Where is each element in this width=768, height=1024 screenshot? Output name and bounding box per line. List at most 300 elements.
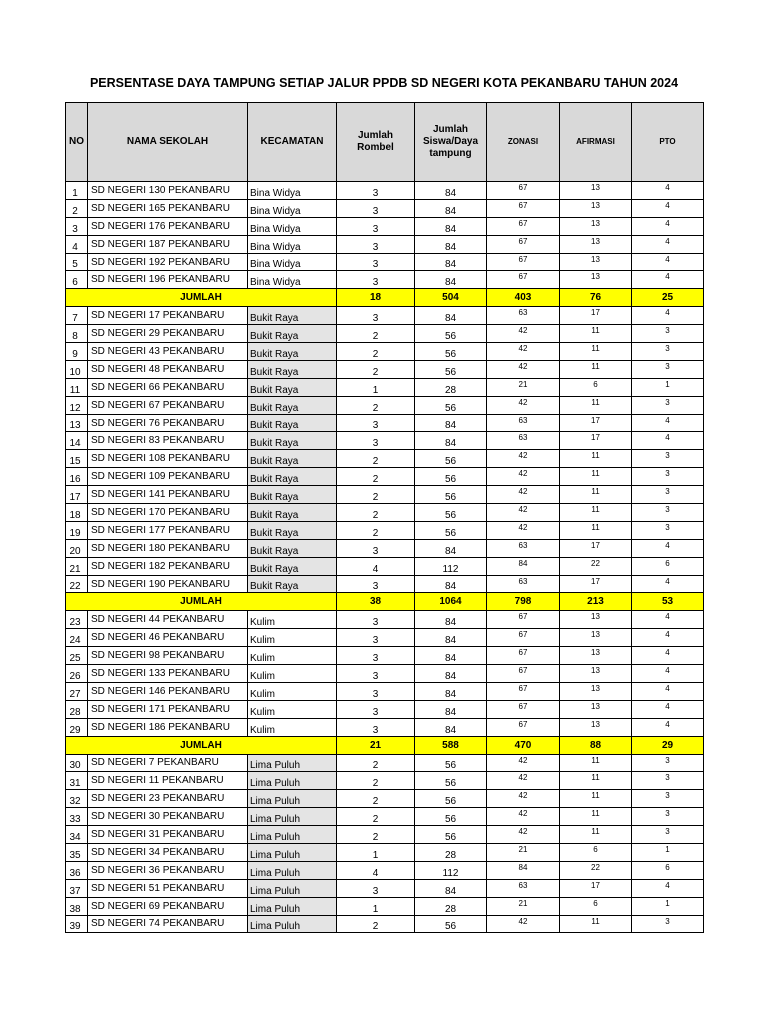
cell-pto: 3 (632, 790, 704, 808)
subtotal-rombel: 38 (337, 593, 415, 611)
cell-zonasi: 67 (487, 253, 560, 271)
cell-zonasi: 42 (487, 396, 560, 414)
cell-daya-tampung: 84 (415, 700, 487, 718)
cell-pto: 3 (632, 396, 704, 414)
cell-pto: 3 (632, 754, 704, 772)
cell-school-name: SD NEGERI 182 PEKANBARU (88, 557, 248, 575)
cell-no: 19 (66, 521, 88, 539)
cell-afirmasi: 13 (560, 718, 632, 736)
cell-afirmasi: 6 (560, 378, 632, 396)
table-row (66, 700, 704, 718)
cell-zonasi: 42 (487, 486, 560, 504)
cell-zonasi: 42 (487, 808, 560, 826)
cell-afirmasi: 13 (560, 700, 632, 718)
cell-daya-tampung: 84 (415, 879, 487, 897)
table-row (66, 432, 704, 450)
cell-rombel: 2 (337, 360, 415, 378)
table-row (66, 521, 704, 539)
table-row (66, 879, 704, 897)
cell-afirmasi: 11 (560, 826, 632, 844)
cell-pto: 3 (632, 360, 704, 378)
cell-pto: 4 (632, 682, 704, 700)
cell-zonasi: 42 (487, 790, 560, 808)
cell-afirmasi: 13 (560, 665, 632, 683)
subtotal-rombel: 21 (337, 736, 415, 754)
cell-afirmasi: 11 (560, 772, 632, 790)
cell-afirmasi: 13 (560, 217, 632, 235)
cell-kecamatan: Bukit Raya (248, 343, 337, 361)
table-row (66, 843, 704, 861)
cell-daya-tampung: 84 (415, 199, 487, 217)
table-row (66, 682, 704, 700)
cell-kecamatan: Bukit Raya (248, 378, 337, 396)
cell-zonasi: 42 (487, 772, 560, 790)
cell-school-name: SD NEGERI 29 PEKANBARU (88, 325, 248, 343)
cell-rombel: 2 (337, 468, 415, 486)
cell-afirmasi: 11 (560, 808, 632, 826)
table-row (66, 504, 704, 522)
cell-zonasi: 67 (487, 217, 560, 235)
cell-pto: 4 (632, 539, 704, 557)
cell-school-name: SD NEGERI 66 PEKANBARU (88, 378, 248, 396)
cell-daya-tampung: 56 (415, 915, 487, 933)
cell-kecamatan: Kulim (248, 629, 337, 647)
table-row (66, 915, 704, 933)
cell-zonasi: 84 (487, 557, 560, 575)
cell-afirmasi: 11 (560, 915, 632, 933)
cell-school-name: SD NEGERI 108 PEKANBARU (88, 450, 248, 468)
cell-pto: 3 (632, 343, 704, 361)
cell-school-name: SD NEGERI 51 PEKANBARU (88, 879, 248, 897)
cell-zonasi: 67 (487, 199, 560, 217)
cell-no: 18 (66, 504, 88, 522)
cell-rombel: 3 (337, 271, 415, 289)
cell-kecamatan: Lima Puluh (248, 754, 337, 772)
cell-afirmasi: 11 (560, 450, 632, 468)
cell-kecamatan: Lima Puluh (248, 826, 337, 844)
cell-pto: 3 (632, 826, 704, 844)
cell-no: 24 (66, 629, 88, 647)
cell-zonasi: 67 (487, 682, 560, 700)
table-row (66, 468, 704, 486)
cell-afirmasi: 13 (560, 647, 632, 665)
cell-school-name: SD NEGERI 177 PEKANBARU (88, 521, 248, 539)
table-row (66, 307, 704, 325)
cell-pto: 4 (632, 271, 704, 289)
cell-school-name: SD NEGERI 46 PEKANBARU (88, 629, 248, 647)
cell-afirmasi: 13 (560, 199, 632, 217)
table-row (66, 486, 704, 504)
cell-kecamatan: Bina Widya (248, 271, 337, 289)
cell-daya-tampung: 56 (415, 826, 487, 844)
cell-school-name: SD NEGERI 48 PEKANBARU (88, 360, 248, 378)
cell-rombel: 4 (337, 557, 415, 575)
cell-no: 38 (66, 897, 88, 915)
cell-no: 9 (66, 343, 88, 361)
cell-daya-tampung: 84 (415, 629, 487, 647)
cell-pto: 3 (632, 325, 704, 343)
cell-kecamatan: Lima Puluh (248, 879, 337, 897)
cell-school-name: SD NEGERI 133 PEKANBARU (88, 665, 248, 683)
cell-afirmasi: 11 (560, 468, 632, 486)
cell-daya-tampung: 56 (415, 343, 487, 361)
subtotal-afirmasi: 213 (560, 593, 632, 611)
header-zonasi: ZONASI (487, 103, 560, 182)
cell-kecamatan: Lima Puluh (248, 897, 337, 915)
cell-daya-tampung: 28 (415, 843, 487, 861)
cell-rombel: 2 (337, 325, 415, 343)
table-row (66, 539, 704, 557)
cell-afirmasi: 11 (560, 396, 632, 414)
cell-school-name: SD NEGERI 180 PEKANBARU (88, 539, 248, 557)
cell-rombel: 2 (337, 450, 415, 468)
cell-kecamatan: Lima Puluh (248, 790, 337, 808)
subtotal-afirmasi: 88 (560, 736, 632, 754)
cell-school-name: SD NEGERI 165 PEKANBARU (88, 199, 248, 217)
subtotal-row (66, 736, 704, 754)
subtotal-daya-tampung: 1064 (415, 593, 487, 611)
cell-rombel: 1 (337, 378, 415, 396)
cell-rombel: 1 (337, 843, 415, 861)
cell-pto: 4 (632, 414, 704, 432)
cell-school-name: SD NEGERI 44 PEKANBARU (88, 611, 248, 629)
cell-rombel: 3 (337, 414, 415, 432)
cell-zonasi: 42 (487, 468, 560, 486)
cell-pto: 4 (632, 718, 704, 736)
cell-no: 11 (66, 378, 88, 396)
cell-daya-tampung: 56 (415, 396, 487, 414)
cell-afirmasi: 13 (560, 235, 632, 253)
cell-school-name: SD NEGERI 11 PEKANBARU (88, 772, 248, 790)
cell-daya-tampung: 56 (415, 754, 487, 772)
table-row (66, 414, 704, 432)
cell-kecamatan: Bukit Raya (248, 414, 337, 432)
cell-zonasi: 21 (487, 897, 560, 915)
cell-daya-tampung: 28 (415, 378, 487, 396)
cell-pto: 4 (632, 235, 704, 253)
subtotal-zonasi: 470 (487, 736, 560, 754)
cell-daya-tampung: 84 (415, 647, 487, 665)
cell-zonasi: 42 (487, 754, 560, 772)
cell-daya-tampung: 56 (415, 486, 487, 504)
subtotal-daya-tampung: 588 (415, 736, 487, 754)
cell-no: 8 (66, 325, 88, 343)
cell-rombel: 3 (337, 432, 415, 450)
cell-daya-tampung: 56 (415, 772, 487, 790)
cell-rombel: 3 (337, 199, 415, 217)
cell-pto: 6 (632, 557, 704, 575)
cell-daya-tampung: 84 (415, 414, 487, 432)
table-row (66, 182, 704, 200)
cell-school-name: SD NEGERI 130 PEKANBARU (88, 182, 248, 200)
table-row (66, 360, 704, 378)
table-row (66, 665, 704, 683)
cell-zonasi: 63 (487, 879, 560, 897)
cell-zonasi: 63 (487, 575, 560, 593)
table-row (66, 253, 704, 271)
header-daya-tampung-label: Jumlah Siswa/Daya tampung (422, 124, 479, 159)
cell-school-name: SD NEGERI 98 PEKANBARU (88, 647, 248, 665)
cell-daya-tampung: 84 (415, 432, 487, 450)
cell-zonasi: 21 (487, 378, 560, 396)
cell-rombel: 2 (337, 521, 415, 539)
cell-zonasi: 67 (487, 718, 560, 736)
cell-no: 5 (66, 253, 88, 271)
cell-daya-tampung: 84 (415, 575, 487, 593)
subtotal-pto: 53 (632, 593, 704, 611)
cell-pto: 3 (632, 808, 704, 826)
cell-pto: 3 (632, 450, 704, 468)
cell-no: 3 (66, 217, 88, 235)
cell-zonasi: 42 (487, 450, 560, 468)
cell-kecamatan: Bukit Raya (248, 504, 337, 522)
cell-zonasi: 42 (487, 521, 560, 539)
cell-no: 28 (66, 700, 88, 718)
cell-school-name: SD NEGERI 23 PEKANBARU (88, 790, 248, 808)
cell-rombel: 3 (337, 182, 415, 200)
cell-rombel: 3 (337, 235, 415, 253)
cell-no: 10 (66, 360, 88, 378)
cell-zonasi: 63 (487, 432, 560, 450)
table-row (66, 772, 704, 790)
cell-no: 4 (66, 235, 88, 253)
cell-rombel: 3 (337, 647, 415, 665)
header-jumlah-rombel-label: Jumlah Rombel (357, 130, 394, 153)
cell-no: 2 (66, 199, 88, 217)
table-row (66, 754, 704, 772)
cell-afirmasi: 13 (560, 271, 632, 289)
cell-rombel: 2 (337, 915, 415, 933)
cell-daya-tampung: 56 (415, 450, 487, 468)
subtotal-label: JUMLAH (66, 289, 337, 307)
cell-afirmasi: 17 (560, 432, 632, 450)
cell-afirmasi: 13 (560, 182, 632, 200)
cell-rombel: 2 (337, 808, 415, 826)
cell-kecamatan: Kulim (248, 682, 337, 700)
cell-afirmasi: 13 (560, 253, 632, 271)
cell-afirmasi: 11 (560, 521, 632, 539)
cell-kecamatan: Lima Puluh (248, 861, 337, 879)
cell-zonasi: 42 (487, 343, 560, 361)
cell-kecamatan: Kulim (248, 718, 337, 736)
cell-daya-tampung: 84 (415, 307, 487, 325)
cell-daya-tampung: 84 (415, 539, 487, 557)
cell-school-name: SD NEGERI 83 PEKANBARU (88, 432, 248, 450)
cell-pto: 4 (632, 575, 704, 593)
cell-pto: 4 (632, 879, 704, 897)
cell-daya-tampung: 112 (415, 861, 487, 879)
cell-daya-tampung: 56 (415, 808, 487, 826)
table-row (66, 217, 704, 235)
cell-kecamatan: Bukit Raya (248, 468, 337, 486)
cell-daya-tampung: 112 (415, 557, 487, 575)
cell-zonasi: 67 (487, 271, 560, 289)
header-no: NO (66, 103, 88, 182)
table-row (66, 557, 704, 575)
cell-daya-tampung: 84 (415, 217, 487, 235)
cell-kecamatan: Bukit Raya (248, 575, 337, 593)
cell-kecamatan: Kulim (248, 611, 337, 629)
cell-pto: 4 (632, 700, 704, 718)
header-kecamatan: KECAMATAN (248, 103, 337, 182)
capacity-table (65, 102, 704, 933)
page-title: PERSENTASE DAYA TAMPUNG SETIAP JALUR PPDB SD NEGERI KOTA PEKANBARU TAHUN 2024 (89, 76, 679, 90)
cell-rombel: 3 (337, 700, 415, 718)
cell-rombel: 3 (337, 539, 415, 557)
header-afirmasi: AFIRMASI (560, 103, 632, 182)
cell-pto: 4 (632, 629, 704, 647)
cell-zonasi: 63 (487, 539, 560, 557)
cell-no: 12 (66, 396, 88, 414)
cell-pto: 6 (632, 861, 704, 879)
table-row (66, 808, 704, 826)
cell-no: 22 (66, 575, 88, 593)
cell-rombel: 3 (337, 629, 415, 647)
cell-school-name: SD NEGERI 109 PEKANBARU (88, 468, 248, 486)
cell-rombel: 2 (337, 754, 415, 772)
cell-school-name: SD NEGERI 69 PEKANBARU (88, 897, 248, 915)
cell-pto: 1 (632, 897, 704, 915)
cell-pto: 3 (632, 504, 704, 522)
cell-kecamatan: Lima Puluh (248, 843, 337, 861)
cell-zonasi: 42 (487, 915, 560, 933)
cell-zonasi: 63 (487, 307, 560, 325)
cell-rombel: 2 (337, 790, 415, 808)
cell-school-name: SD NEGERI 176 PEKANBARU (88, 217, 248, 235)
cell-pto: 4 (632, 611, 704, 629)
cell-pto: 3 (632, 468, 704, 486)
cell-pto: 4 (632, 665, 704, 683)
subtotal-row (66, 593, 704, 611)
cell-school-name: SD NEGERI 170 PEKANBARU (88, 504, 248, 522)
cell-daya-tampung: 84 (415, 718, 487, 736)
cell-kecamatan: Bina Widya (248, 217, 337, 235)
cell-pto: 3 (632, 772, 704, 790)
cell-no: 36 (66, 861, 88, 879)
cell-kecamatan: Bukit Raya (248, 307, 337, 325)
cell-kecamatan: Bukit Raya (248, 539, 337, 557)
cell-afirmasi: 13 (560, 611, 632, 629)
cell-afirmasi: 17 (560, 575, 632, 593)
cell-kecamatan: Lima Puluh (248, 808, 337, 826)
header-pto: PTO (632, 103, 704, 182)
cell-afirmasi: 11 (560, 504, 632, 522)
table-row (66, 611, 704, 629)
cell-afirmasi: 11 (560, 360, 632, 378)
cell-pto: 4 (632, 217, 704, 235)
cell-school-name: SD NEGERI 76 PEKANBARU (88, 414, 248, 432)
cell-no: 14 (66, 432, 88, 450)
cell-daya-tampung: 84 (415, 271, 487, 289)
cell-rombel: 2 (337, 504, 415, 522)
table-row (66, 718, 704, 736)
cell-kecamatan: Bina Widya (248, 235, 337, 253)
cell-afirmasi: 11 (560, 486, 632, 504)
cell-school-name: SD NEGERI 43 PEKANBARU (88, 343, 248, 361)
subtotal-zonasi: 798 (487, 593, 560, 611)
cell-rombel: 3 (337, 718, 415, 736)
cell-no: 13 (66, 414, 88, 432)
cell-rombel: 4 (337, 861, 415, 879)
cell-no: 31 (66, 772, 88, 790)
cell-no: 34 (66, 826, 88, 844)
cell-kecamatan: Bukit Raya (248, 396, 337, 414)
cell-pto: 1 (632, 378, 704, 396)
cell-daya-tampung: 56 (415, 521, 487, 539)
header-nama-sekolah: NAMA SEKOLAH (88, 103, 248, 182)
table-row (66, 826, 704, 844)
cell-rombel: 3 (337, 611, 415, 629)
cell-afirmasi: 17 (560, 539, 632, 557)
table-row (66, 629, 704, 647)
table-row (66, 647, 704, 665)
cell-no: 32 (66, 790, 88, 808)
cell-daya-tampung: 84 (415, 235, 487, 253)
subtotal-zonasi: 403 (487, 289, 560, 307)
cell-school-name: SD NEGERI 171 PEKANBARU (88, 700, 248, 718)
cell-kecamatan: Bukit Raya (248, 432, 337, 450)
subtotal-pto: 25 (632, 289, 704, 307)
cell-zonasi: 67 (487, 629, 560, 647)
cell-zonasi: 42 (487, 360, 560, 378)
subtotal-afirmasi: 76 (560, 289, 632, 307)
cell-no: 30 (66, 754, 88, 772)
cell-no: 29 (66, 718, 88, 736)
cell-afirmasi: 17 (560, 414, 632, 432)
cell-rombel: 2 (337, 826, 415, 844)
cell-rombel: 3 (337, 575, 415, 593)
cell-daya-tampung: 56 (415, 360, 487, 378)
table-row (66, 450, 704, 468)
cell-zonasi: 42 (487, 325, 560, 343)
cell-zonasi: 42 (487, 504, 560, 522)
cell-no: 39 (66, 915, 88, 933)
table-row (66, 790, 704, 808)
cell-daya-tampung: 84 (415, 611, 487, 629)
cell-kecamatan: Bina Widya (248, 199, 337, 217)
cell-no: 20 (66, 539, 88, 557)
cell-no: 7 (66, 307, 88, 325)
cell-school-name: SD NEGERI 36 PEKANBARU (88, 861, 248, 879)
cell-pto: 3 (632, 915, 704, 933)
cell-daya-tampung: 56 (415, 325, 487, 343)
cell-rombel: 3 (337, 665, 415, 683)
cell-zonasi: 67 (487, 182, 560, 200)
table-row (66, 897, 704, 915)
cell-rombel: 3 (337, 253, 415, 271)
cell-rombel: 3 (337, 682, 415, 700)
cell-kecamatan: Bina Widya (248, 253, 337, 271)
cell-school-name: SD NEGERI 17 PEKANBARU (88, 307, 248, 325)
cell-daya-tampung: 84 (415, 182, 487, 200)
cell-zonasi: 42 (487, 826, 560, 844)
cell-afirmasi: 11 (560, 343, 632, 361)
table-row (66, 199, 704, 217)
cell-rombel: 3 (337, 217, 415, 235)
cell-afirmasi: 13 (560, 682, 632, 700)
cell-rombel: 3 (337, 307, 415, 325)
cell-school-name: SD NEGERI 74 PEKANBARU (88, 915, 248, 933)
cell-zonasi: 67 (487, 647, 560, 665)
table-row (66, 325, 704, 343)
cell-pto: 1 (632, 843, 704, 861)
cell-pto: 4 (632, 182, 704, 200)
cell-school-name: SD NEGERI 186 PEKANBARU (88, 718, 248, 736)
cell-rombel: 2 (337, 772, 415, 790)
cell-kecamatan: Kulim (248, 665, 337, 683)
cell-kecamatan: Bukit Raya (248, 450, 337, 468)
cell-daya-tampung: 28 (415, 897, 487, 915)
